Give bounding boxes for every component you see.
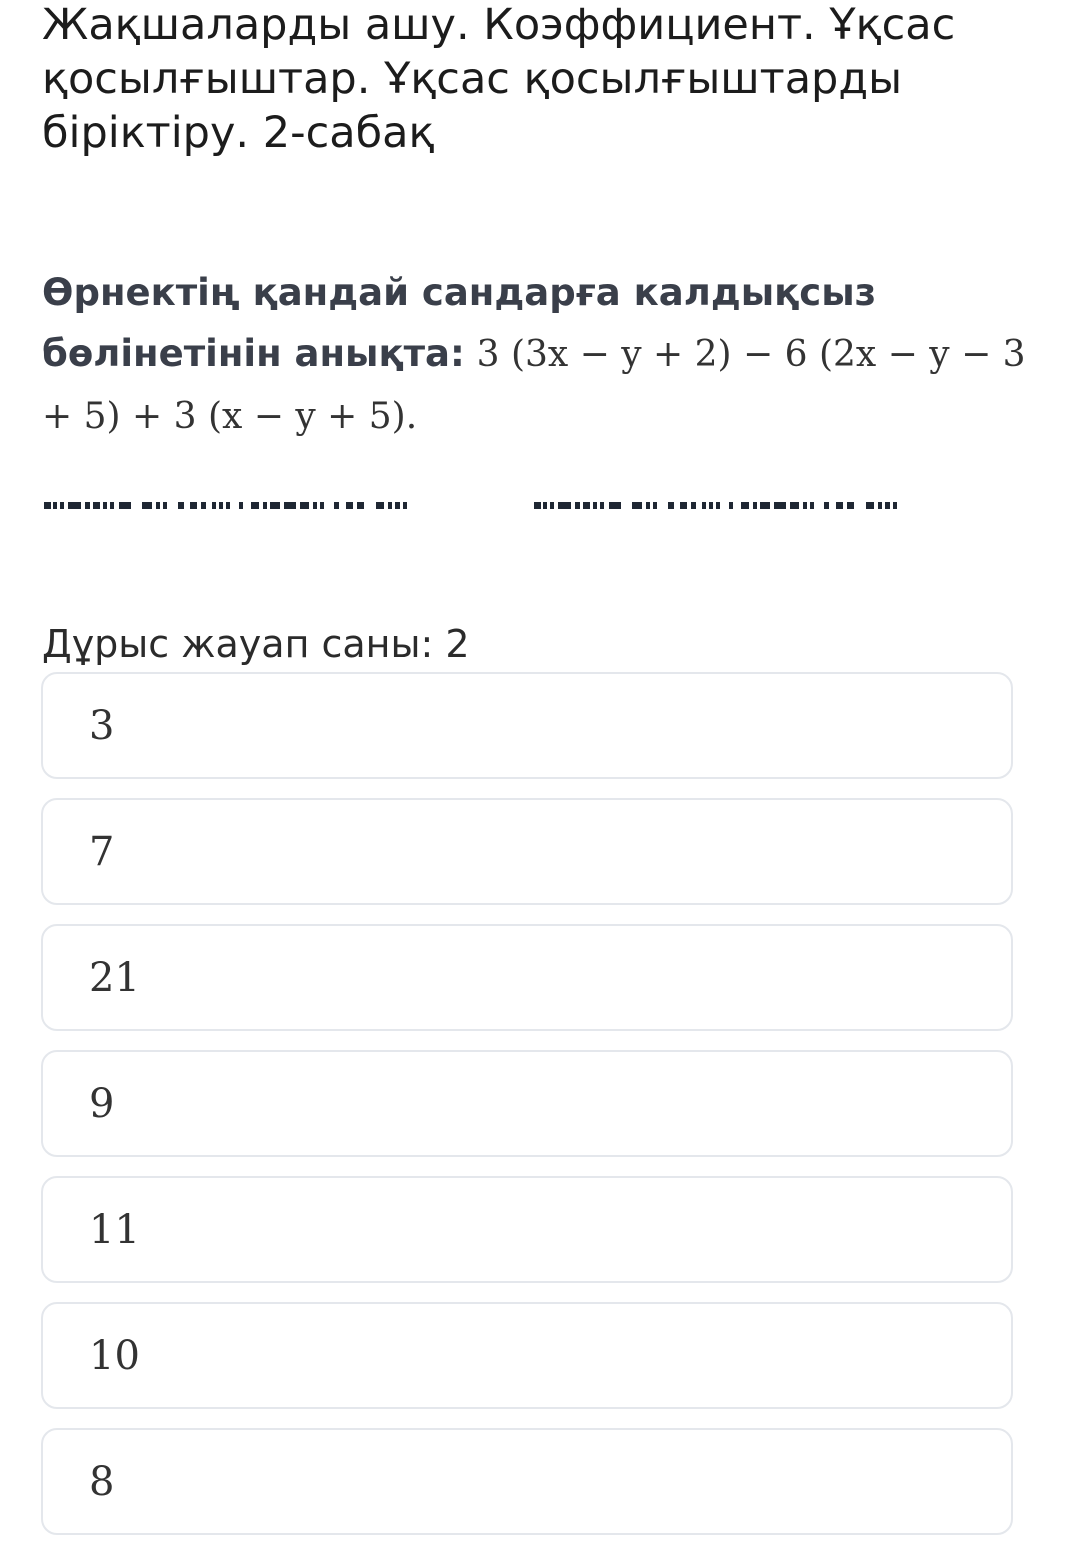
answer-option-label: 21 bbox=[89, 955, 140, 1001]
question-prompt bbox=[42, 262, 1027, 447]
answer-option[interactable] bbox=[41, 1176, 1013, 1283]
answer-option[interactable] bbox=[41, 1050, 1013, 1157]
answer-option[interactable] bbox=[41, 924, 1013, 1031]
answer-options-list bbox=[41, 672, 1013, 1554]
answer-option[interactable] bbox=[41, 1302, 1013, 1409]
answer-option-label: 8 bbox=[89, 1459, 115, 1505]
lesson-title: Жақшаларды ашу. Коэффициент. Ұқсас қосылғыштар. Ұқсас қосылғыштарды біріктіру. 2-сабақ bbox=[42, 0, 956, 158]
answer-option-label: 11 bbox=[89, 1207, 140, 1253]
blank-dashed-line bbox=[44, 500, 1010, 512]
correct-answer-count: Дұрыс жауап саны: 2 bbox=[42, 622, 470, 666]
answer-option-label: 9 bbox=[89, 1081, 115, 1127]
question-expression: 3 (3x − y + 2) − 6 (2x − y − 3 + 5) + 3 (x − y + 5). bbox=[42, 334, 1026, 437]
answer-option[interactable] bbox=[41, 672, 1013, 779]
answer-option-label: 3 bbox=[89, 703, 115, 749]
question-text: Өрнектің қандай сандарға калдықсыз бөлінетінін анықта: bbox=[42, 271, 877, 375]
answer-option[interactable] bbox=[41, 798, 1013, 905]
answer-option[interactable] bbox=[41, 1428, 1013, 1535]
answer-option-label: 10 bbox=[89, 1333, 140, 1379]
answer-option-label: 7 bbox=[89, 829, 115, 875]
